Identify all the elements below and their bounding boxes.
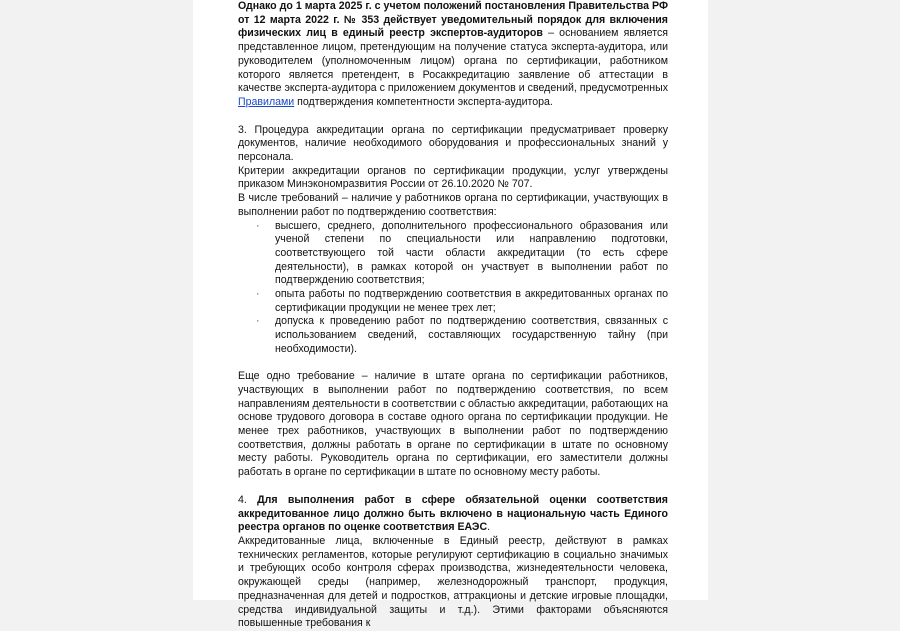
paragraph-transition-rule-bold: Однако до 1 марта 2025 г. с учетом положений постановления Правительства РФ от 12 марта 2022 г. № 353 действует уведомительный порядок для включения физических лиц в единый реестр экспертов-аудиторов — [238, 0, 668, 40]
list-item — [238, 315, 668, 356]
list-item-text: допуска к проведению работ по подтверждению соответствия, связанных с использованием сведений, составляющих государственную тайну (при необходимости). — [275, 315, 668, 355]
paragraph-accredited-persons: Аккредитованные лица, включенные в Единый реестр, действуют в рамках технических регламентов, которые регулируют сертификацию в социально значимых и требующих особо контроля сферах производства, жизнедеятельности человека, окружающей среды (например, железнодорожный транспорт, продукция, предназначенная для детей и подростков, аттракционы и детские игровые площадки, средства индивидуальной защиты и т.д.). Этими факторами объясняются повышенные требования к — [238, 535, 668, 630]
paragraph-eaeu-registry — [238, 494, 668, 535]
document-page — [193, 0, 708, 630]
paragraph-eaeu-registry-end: . — [487, 521, 491, 534]
paragraph-criteria: Критерии аккредитации органов по сертификации продукции, услуг утверждены приказом Минэкономразвития России от 26.10.2020 № 707. — [238, 164, 668, 191]
rules-link[interactable]: Правилами — [238, 95, 295, 108]
paragraph-eaeu-registry-bold: Для выполнения работ в сфере обязательной оценки соответствия аккредитованное лицо должно быть включено в национальную часть Единого реестра органов по оценке соответствия ЕАЭС — [238, 493, 668, 534]
paragraph-accreditation-procedure — [238, 124, 668, 165]
list-item — [238, 288, 668, 315]
paragraph-accreditation-procedure-text: Процедура аккредитации органа по сертификации предусматривает проверку документов, наличие необходимого оборудования и профессиональных знаний у персонала. — [238, 123, 668, 164]
bullet-icon: · — [256, 288, 260, 301]
paragraph-number-4: 4. — [238, 493, 247, 506]
document-content — [238, 0, 668, 631]
bullet-icon: · — [256, 315, 260, 328]
paragraph-requirements-intro: В числе требований – наличие у работников органа по сертификации, участвующих в выполнении работ по подтверждению соответствия: — [238, 192, 668, 218]
requirements-list — [238, 220, 668, 357]
paragraph-transition-rule — [238, 0, 668, 110]
bullet-icon: · — [256, 219, 260, 232]
paragraph-staff-requirement: Еще одно требование – наличие в штате органа по сертификации работников, участвующих в выполнении работ по подтверждению соответствия, по всем направлениям деятельности в соответствии с областью аккредитации, работающих на основе трудового договора в составе одного органа по сертификации продукции. Не менее трех работников, участвующих в выполнении работ по подтверждению соответствия, должны работать в органе по сертификации в штате по основному месту работы. Руководитель органа по сертификации, его заместители должны работать в органе по сертификации в штате по основному месту работы. — [238, 370, 668, 479]
paragraph-transition-rule-text: – основанием является представленное лицом, претендующим на получение статуса эксперта-аудитора, или руководителем (уполномоченным лицом) органа по сертификации, работником которого является претендент, в Росаккредитацию заявление об аттестации в качестве эксперта-аудитора с приложением документов и сведений, предусмотренных — [238, 27, 668, 95]
list-item-text: опыта работы по подтверждению соответствия в аккредитованных органах по сертификации продукции не менее трех лет; — [275, 288, 668, 314]
paragraph-transition-rule-tail: подтверждения компетентности эксперта-аудитора. — [294, 95, 553, 108]
paragraph-number-3: 3. — [238, 123, 247, 136]
list-item — [238, 220, 668, 289]
list-item-text: высшего, среднего, дополнительного профессионального образования или ученой степени по специальности или направлению подготовки, соответствующего той части области аккредитации (то есть сфере деятельности), в рамках которой он участвует в выполнении работ по подтверждению соответствия; — [275, 219, 668, 287]
